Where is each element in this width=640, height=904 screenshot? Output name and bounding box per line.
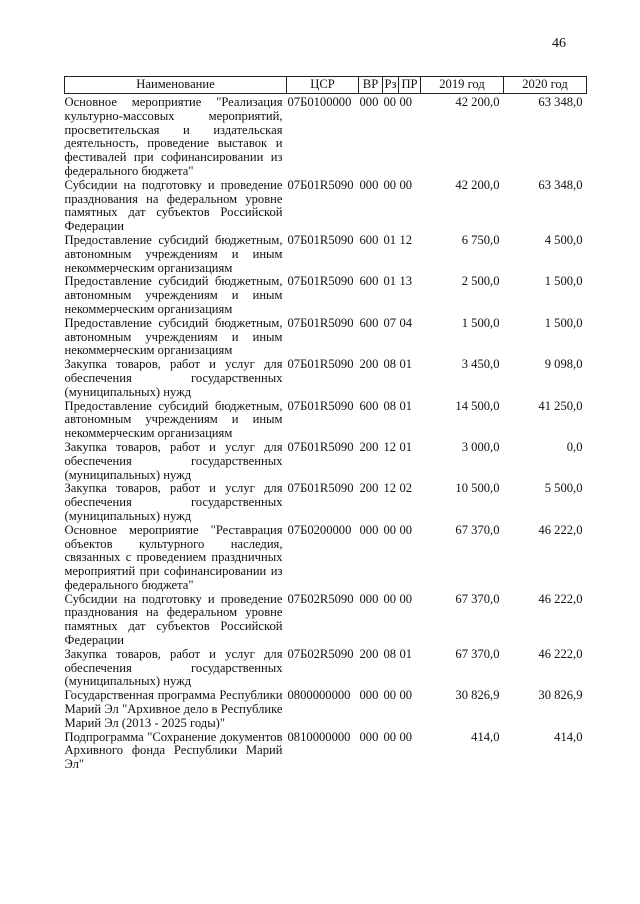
cell-csr: 07Б01R5090 <box>287 315 354 330</box>
cell-vr: 000 <box>359 688 379 703</box>
cell-vr: 600 <box>359 398 379 413</box>
cell-csr: 0800000000 <box>287 688 351 703</box>
cell-csr: 07Б02R5090 <box>287 646 354 661</box>
cell-pr: 01 <box>399 439 413 454</box>
cell-csr: 07Б01R5090 <box>287 481 354 496</box>
cell-rz: 08 <box>383 357 397 372</box>
cell-pr: 01 <box>399 646 413 661</box>
cell-2020: 63 348,0 <box>538 95 583 109</box>
cell-rz: 12 <box>383 439 397 454</box>
cell-2020: 46 222,0 <box>538 522 583 537</box>
cell-pr: 01 <box>399 357 413 372</box>
cell-2019: 42 200,0 <box>455 177 500 192</box>
table-row <box>65 179 587 234</box>
header-2020: 2020 год <box>504 77 587 94</box>
table-row <box>65 317 587 358</box>
cell-2020: 414,0 <box>554 729 583 744</box>
cell-name: Предоставление субсидий бюджетным, автономным учреждениям и иным некоммерческим организациям <box>64 315 283 358</box>
cell-name: Предоставление субсидий бюджетным, автономным учреждениям и иным некоммерческим организациям <box>64 274 283 316</box>
header-rz: Рз <box>383 77 399 94</box>
cell-rz: 01 <box>383 274 397 289</box>
cell-vr: 600 <box>359 232 379 247</box>
header-name: Наименование <box>65 77 287 94</box>
cell-rz: 00 <box>383 177 397 192</box>
cell-rz: 00 <box>383 591 397 606</box>
cell-2019: 414,0 <box>471 729 500 744</box>
cell-pr: 13 <box>399 274 413 289</box>
cell-pr: 00 <box>399 729 413 744</box>
cell-pr: 04 <box>399 315 413 330</box>
cell-vr: 200 <box>359 439 379 454</box>
cell-2020: 63 348,0 <box>538 177 583 192</box>
table-row <box>65 358 587 399</box>
cell-2019: 6 750,0 <box>461 232 500 247</box>
header-2019: 2019 год <box>421 77 504 94</box>
header-row <box>65 77 587 94</box>
table-row <box>65 689 587 730</box>
table-row <box>65 731 587 772</box>
cell-rz: 08 <box>383 398 397 413</box>
header-pr: ПР <box>399 77 421 94</box>
cell-rz: 01 <box>383 232 397 247</box>
cell-name: Государственная программа Республики Марий Эл "Архивное дело в Республике Марий Эл (2013 - 2025 годы)" <box>64 688 283 730</box>
cell-csr: 07Б01R5090 <box>287 398 354 413</box>
cell-pr: 01 <box>399 398 413 413</box>
cell-2020: 0,0 <box>566 439 583 454</box>
cell-2020: 9 098,0 <box>544 357 583 372</box>
cell-vr: 200 <box>359 646 379 661</box>
cell-2019: 3 000,0 <box>461 439 500 454</box>
cell-rz: 12 <box>383 481 397 496</box>
cell-name: Основное мероприятие "Реализация культурно-массовых мероприятий, просветительская и издательская деятельность, проведение выставок и фестивалей при софинансировании из федерального бюджета" <box>64 95 283 178</box>
cell-2019: 42 200,0 <box>455 95 500 109</box>
cell-vr: 000 <box>359 177 379 192</box>
table-row <box>65 441 587 482</box>
cell-csr: 07Б0100000 <box>287 95 352 109</box>
cell-pr: 00 <box>399 688 413 703</box>
cell-rz: 07 <box>383 315 397 330</box>
cell-rz: 08 <box>383 646 397 661</box>
cell-pr: 00 <box>399 522 413 537</box>
table-row <box>65 275 587 316</box>
table-row <box>65 593 587 648</box>
cell-name: Закупка товаров, работ и услуг для обеспечения государственных (муниципальных) нужд <box>64 439 283 482</box>
cell-2020: 30 826,9 <box>538 688 583 703</box>
cell-pr: 02 <box>399 481 413 496</box>
cell-2019: 67 370,0 <box>455 522 500 537</box>
cell-vr: 200 <box>359 481 379 496</box>
cell-rz: 00 <box>383 688 397 703</box>
cell-2020: 1 500,0 <box>544 315 583 330</box>
cell-2020: 4 500,0 <box>544 232 583 247</box>
table-row <box>65 400 587 441</box>
cell-vr: 000 <box>359 591 379 606</box>
table-body <box>65 94 587 773</box>
header-csr: ЦСР <box>287 77 359 94</box>
cell-2019: 30 826,9 <box>455 688 500 703</box>
cell-2019: 2 500,0 <box>461 274 500 289</box>
cell-2019: 3 450,0 <box>461 357 500 372</box>
cell-vr: 000 <box>359 522 379 537</box>
table-row <box>65 234 587 275</box>
cell-name: Предоставление субсидий бюджетным, автономным учреждениям и иным некоммерческим организациям <box>64 398 283 441</box>
cell-vr: 600 <box>359 315 379 330</box>
table-row <box>65 648 587 689</box>
cell-name: Предоставление субсидий бюджетным, автономным учреждениям и иным некоммерческим организациям <box>64 232 283 275</box>
cell-csr: 0810000000 <box>287 729 351 744</box>
table-row <box>65 482 587 523</box>
cell-2020: 46 222,0 <box>538 591 583 606</box>
cell-name: Закупка товаров, работ и услуг для обеспечения государственных (муниципальных) нужд <box>64 646 283 689</box>
cell-vr: 600 <box>359 274 379 289</box>
cell-csr: 07Б01R5090 <box>287 439 354 454</box>
cell-csr: 07Б01R5090 <box>287 232 354 247</box>
cell-2019: 10 500,0 <box>455 481 500 496</box>
cell-2020: 5 500,0 <box>544 481 583 496</box>
cell-2019: 14 500,0 <box>455 398 500 413</box>
cell-pr: 00 <box>399 177 413 192</box>
cell-pr: 00 <box>399 95 413 109</box>
cell-name: Закупка товаров, работ и услуг для обеспечения государственных (муниципальных) нужд <box>64 357 283 399</box>
cell-name: Субсидии на подготовку и проведение празднования на федеральном уровне памятных дат субъектов Российской Федерации <box>64 177 283 234</box>
cell-rz: 00 <box>383 729 397 744</box>
cell-rz: 00 <box>383 95 397 109</box>
table-header <box>65 77 587 94</box>
cell-csr: 07Б01R5090 <box>287 274 354 289</box>
budget-table <box>64 76 587 772</box>
cell-vr: 000 <box>359 95 379 109</box>
table-row <box>65 524 587 593</box>
cell-name: Закупка товаров, работ и услуг для обеспечения государственных (муниципальных) нужд <box>64 481 283 523</box>
cell-pr: 12 <box>399 232 413 247</box>
cell-vr: 000 <box>359 729 379 744</box>
table-row <box>65 94 587 179</box>
cell-2019: 67 370,0 <box>455 646 500 661</box>
cell-name: Подпрограмма "Сохранение документов Архивного фонда Республики Марий Эл" <box>64 729 283 772</box>
cell-2019: 67 370,0 <box>455 591 500 606</box>
cell-2020: 1 500,0 <box>544 274 583 289</box>
header-vr: ВР <box>359 77 383 94</box>
cell-pr: 00 <box>399 591 413 606</box>
cell-csr: 07Б01R5090 <box>287 177 354 192</box>
cell-csr: 07Б01R5090 <box>287 357 354 372</box>
cell-csr: 07Б02R5090 <box>287 591 354 606</box>
cell-csr: 07Б0200000 <box>287 522 352 537</box>
cell-2020: 46 222,0 <box>538 646 583 661</box>
page-number: 46 <box>552 36 566 51</box>
cell-name: Основное мероприятие "Реставрация объектов культурного наследия, связанных с проведением праздничных мероприятий при софинансировании из федерального бюджета" <box>64 522 283 592</box>
cell-2019: 1 500,0 <box>461 315 500 330</box>
cell-rz: 00 <box>383 522 397 537</box>
cell-2020: 41 250,0 <box>538 398 583 413</box>
cell-name: Субсидии на подготовку и проведение празднования на федеральном уровне памятных дат субъектов Российской Федерации <box>64 591 283 648</box>
cell-vr: 200 <box>359 357 379 372</box>
